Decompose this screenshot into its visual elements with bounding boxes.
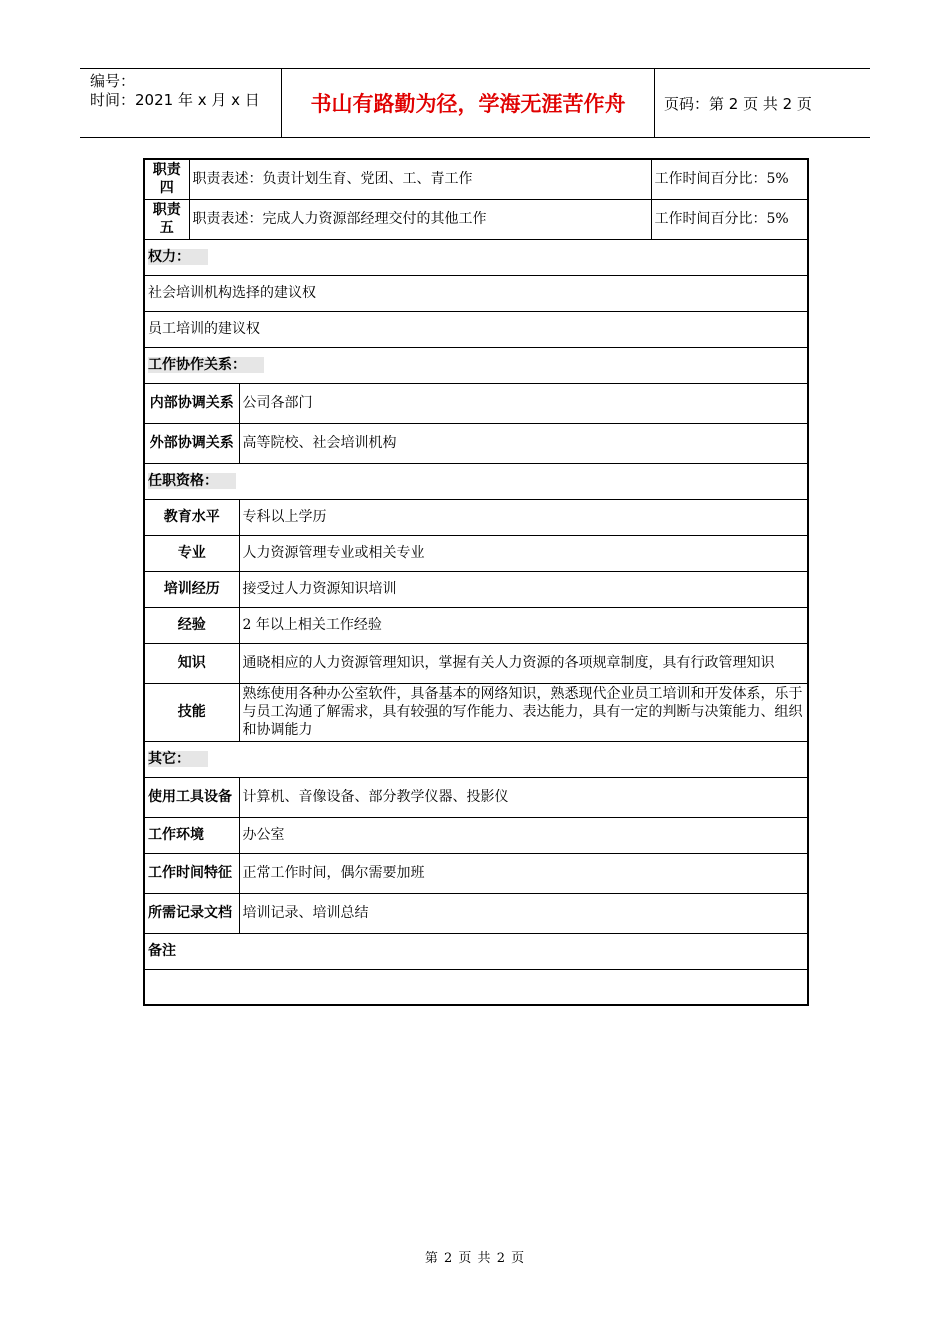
other-value: 办公室	[239, 817, 808, 853]
qualification-label: 经验	[144, 607, 239, 643]
section-title-remarks: 备注	[144, 933, 808, 969]
other-row	[144, 777, 808, 817]
remarks-row	[144, 969, 808, 1005]
section-header-row	[144, 741, 808, 777]
other-value: 正常工作时间，偶尔需要加班	[239, 853, 808, 893]
other-label: 所需记录文档	[144, 893, 239, 933]
qualification-value: 专科以上学历	[239, 499, 808, 535]
duty-description: 职责表述：完成人力资源部经理交付的其他工作	[189, 199, 651, 239]
qualification-row	[144, 607, 808, 643]
section-header-row	[144, 239, 808, 275]
power-item: 社会培训机构选择的建议权	[144, 275, 808, 311]
power-row	[144, 275, 808, 311]
qualification-value: 人力资源管理专业或相关专业	[239, 535, 808, 571]
other-row	[144, 817, 808, 853]
section-title-powers: 权力：	[148, 249, 208, 265]
other-value: 计算机、音像设备、部分教学仪器、投影仪	[239, 777, 808, 817]
section-title-qualifications: 任职资格：	[148, 473, 236, 489]
qualification-label: 教育水平	[144, 499, 239, 535]
other-label: 工作时间特征	[144, 853, 239, 893]
duty-row	[144, 199, 808, 239]
relation-row	[144, 423, 808, 463]
section-title-other: 其它：	[148, 751, 208, 767]
relation-row	[144, 383, 808, 423]
section-title-relations: 工作协作关系：	[148, 357, 264, 373]
power-item: 员工培训的建议权	[144, 311, 808, 347]
duty-time-percentage: 工作时间百分比：5%	[651, 199, 808, 239]
qualification-row	[144, 571, 808, 607]
section-header-row	[144, 347, 808, 383]
other-label: 使用工具设备	[144, 777, 239, 817]
qualification-label: 专业	[144, 535, 239, 571]
qualification-label: 知识	[144, 643, 239, 683]
qualification-value: 通晓相应的人力资源管理知识，掌握有关人力资源的各项规章制度，具有行政管理知识	[239, 643, 808, 683]
section-header-row	[144, 463, 808, 499]
relation-label: 内部协调关系	[144, 383, 239, 423]
qualification-row	[144, 499, 808, 535]
section-header-row	[144, 933, 808, 969]
header-motto: 书山有路勤为径，学海无涯苦作舟	[282, 69, 655, 137]
page-header	[80, 68, 870, 138]
power-row	[144, 311, 808, 347]
qualification-row	[144, 643, 808, 683]
qualification-value: 2 年以上相关工作经验	[239, 607, 808, 643]
relation-value: 高等院校、社会培训机构	[239, 423, 808, 463]
duty-description: 职责表述：负责计划生育、党团、工、青工作	[189, 159, 651, 199]
remarks-content	[144, 969, 808, 1005]
duty-label: 职责五	[144, 199, 189, 239]
job-description-table	[143, 158, 809, 1006]
document-date: 时间：2021 年 x 月 x 日	[90, 91, 260, 109]
qualification-row	[144, 535, 808, 571]
other-row	[144, 853, 808, 893]
page-footer: 第 2 页 共 2 页	[424, 1251, 526, 1266]
header-page-info: 页码：第 2 页 共 2 页	[664, 94, 812, 113]
qualification-row	[144, 683, 808, 741]
qualification-label: 技能	[144, 683, 239, 741]
duty-label: 职责四	[144, 159, 189, 199]
qualification-value: 接受过人力资源知识培训	[239, 571, 808, 607]
qualification-label: 培训经历	[144, 571, 239, 607]
relation-label: 外部协调关系	[144, 423, 239, 463]
duty-row	[144, 159, 808, 199]
document-number-label: 编号：	[90, 72, 136, 90]
header-meta	[80, 69, 282, 137]
qualification-value: 熟练使用各种办公室软件，具备基本的网络知识，熟悉现代企业员工培训和开发体系，乐于与员工沟通了解需求，具有较强的写作能力、表达能力，具有一定的判断与决策能力、组织和协调能力	[239, 683, 808, 741]
other-value: 培训记录、培训总结	[239, 893, 808, 933]
other-label: 工作环境	[144, 817, 239, 853]
relation-value: 公司各部门	[239, 383, 808, 423]
other-row	[144, 893, 808, 933]
duty-time-percentage: 工作时间百分比：5%	[651, 159, 808, 199]
